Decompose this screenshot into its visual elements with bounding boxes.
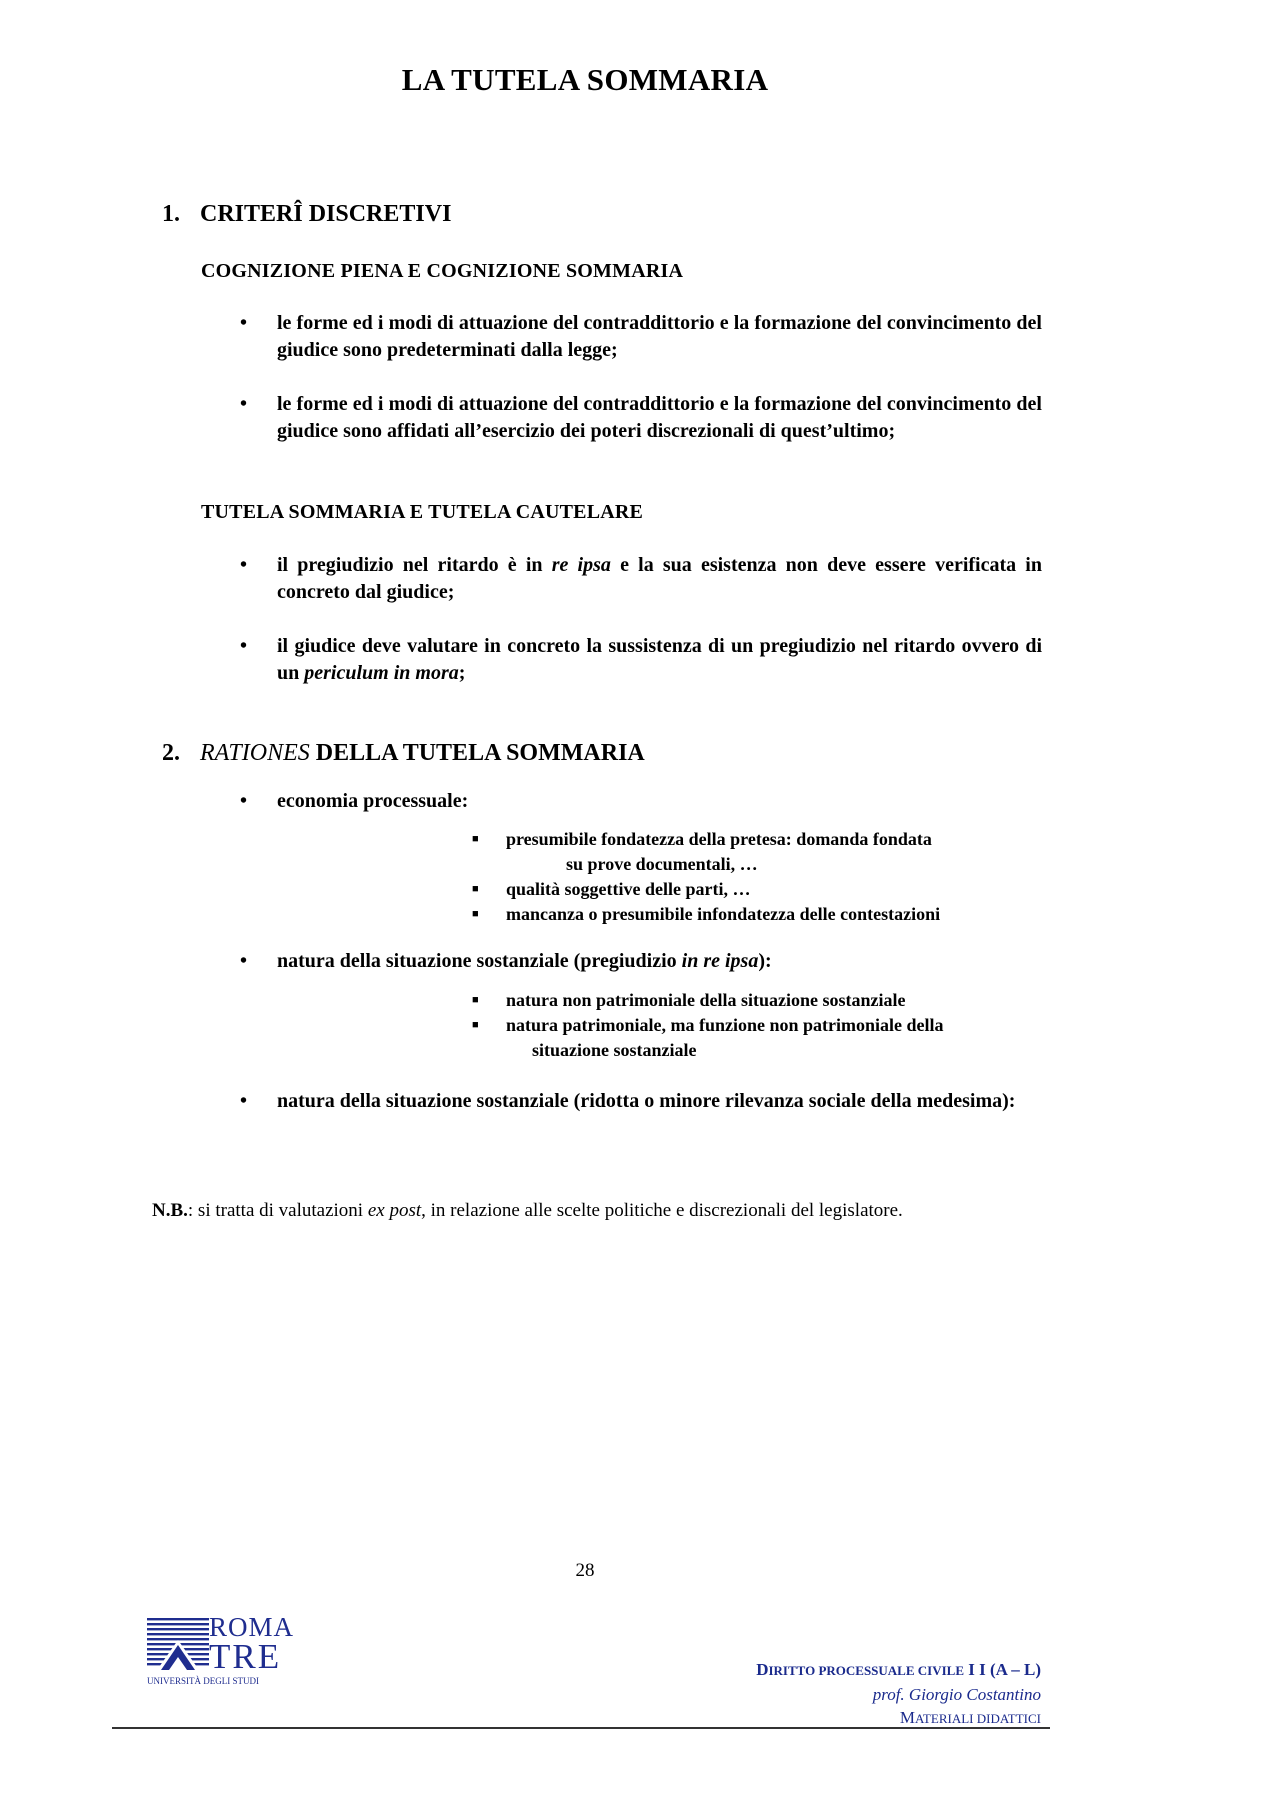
logo-tre: TRE (209, 1637, 282, 1676)
square-bullet-icon: ■ (472, 883, 479, 895)
footer-divider (112, 1727, 1050, 1729)
sub-list-item-text: natura non patrimoniale della situazione sostanziale (506, 990, 906, 1010)
square-bullet-icon: ■ (472, 908, 479, 920)
bullet-icon: • (240, 393, 248, 415)
sub-list-item (472, 1013, 1042, 1063)
subheading-cognizione: COGNIZIONE PIENA E COGNIZIONE SOMMARIA (201, 260, 684, 282)
page-number: 28 (575, 1560, 595, 1581)
sub-list-item (472, 902, 1042, 927)
list-item-text: economia processuale: (277, 790, 469, 812)
list-item (240, 310, 1042, 364)
sub-list-item-text: mancanza o presumibile infondatezza delle contestazioni (506, 904, 941, 924)
section-1-number: 1. (162, 201, 180, 227)
list-item (240, 948, 1042, 975)
section-2-heading (162, 740, 645, 767)
list-item (240, 1088, 1042, 1115)
footer-course: DIRITTO PROCESSUALE CIVILE I I (A – L) (756, 1660, 1041, 1679)
list-item (240, 633, 1042, 687)
list-item-text: il pregiudizio nel ritardo è in re ipsa e la sua esistenza non deve essere verificata in concreto dal giudice; (277, 554, 1042, 603)
sub-list-item (472, 827, 1042, 877)
sub-list-item-text: natura patrimoniale, ma funzione non patrimoniale della (506, 1015, 944, 1035)
sub-list-item (472, 988, 1042, 1013)
bullet-icon: • (240, 950, 248, 972)
subheading-tutela-cautelare: TUTELA SOMMARIA E TUTELA CAUTELARE (201, 501, 644, 523)
list-item-text: il giudice deve valutare in concreto la sussistenza di un pregiudizio nel ritardo ovvero di un periculum in mora; (277, 635, 1042, 684)
page-title: LA TUTELA SOMMARIA (401, 62, 769, 97)
roma-tre-logo (147, 1614, 295, 1686)
bullet-icon: • (240, 790, 248, 812)
section-2-title-italic: RATIONES (200, 740, 310, 766)
sub-list-item-text: presumibile fondatezza della pretesa: domanda fondata (506, 829, 932, 849)
sub-list-item-continuation: situazione sostanziale (532, 1040, 697, 1060)
bullet-icon: • (240, 1090, 248, 1112)
list-item (240, 552, 1042, 606)
sub-list-item (472, 877, 1042, 902)
logo-universita: UNIVERSITÀ DEGLI STUDI (147, 1676, 259, 1686)
list-item-text: le forme ed i modi di attuazione del contraddittorio e la formazione del convincimento del giudice sono predeterminati dalla legge; (277, 312, 1042, 361)
list-item-text: natura della situazione sostanziale (pregiudizio in re ipsa): (277, 950, 772, 972)
footer-materials: MATERIALI DIDATTICI (899, 1708, 1041, 1727)
section-1-heading (162, 201, 451, 228)
list-item-text: le forme ed i modi di attuazione del contraddittorio e la formazione del convincimento del giudice sono affidati all’esercizio dei poteri discrezionali di quest’ultimo; (277, 393, 1042, 442)
logo-roma: ROMA (209, 1612, 295, 1642)
sub-list-item-continuation: su prove documentali, … (566, 854, 758, 874)
square-bullet-icon: ■ (472, 833, 479, 845)
bullet-icon: • (240, 554, 248, 576)
nota-bene: N.B.: si tratta di valutazioni ex post, in relazione alle scelte politiche e discrezionali del legislatore. (152, 1200, 903, 1221)
list-item-text: natura della situazione sostanziale (ridotta o minore rilevanza sociale della medesima): (277, 1090, 1016, 1112)
footer-professor: prof. Giorgio Costantino (872, 1685, 1041, 1704)
square-bullet-icon: ■ (472, 1019, 479, 1031)
list-item (240, 391, 1042, 445)
sub-list-item-text: qualità soggettive delle parti, … (506, 879, 751, 899)
section-2-title: DELLA TUTELA SOMMARIA (309, 740, 645, 766)
square-bullet-icon: ■ (472, 994, 479, 1006)
section-2-number: 2. (162, 740, 180, 766)
list-item (240, 788, 1042, 815)
nota-bene-label: N.B. (152, 1200, 188, 1221)
section-1-title: CRITERÎ DISCRETIVI (200, 201, 452, 227)
bullet-icon: • (240, 635, 248, 657)
bullet-icon: • (240, 312, 248, 334)
